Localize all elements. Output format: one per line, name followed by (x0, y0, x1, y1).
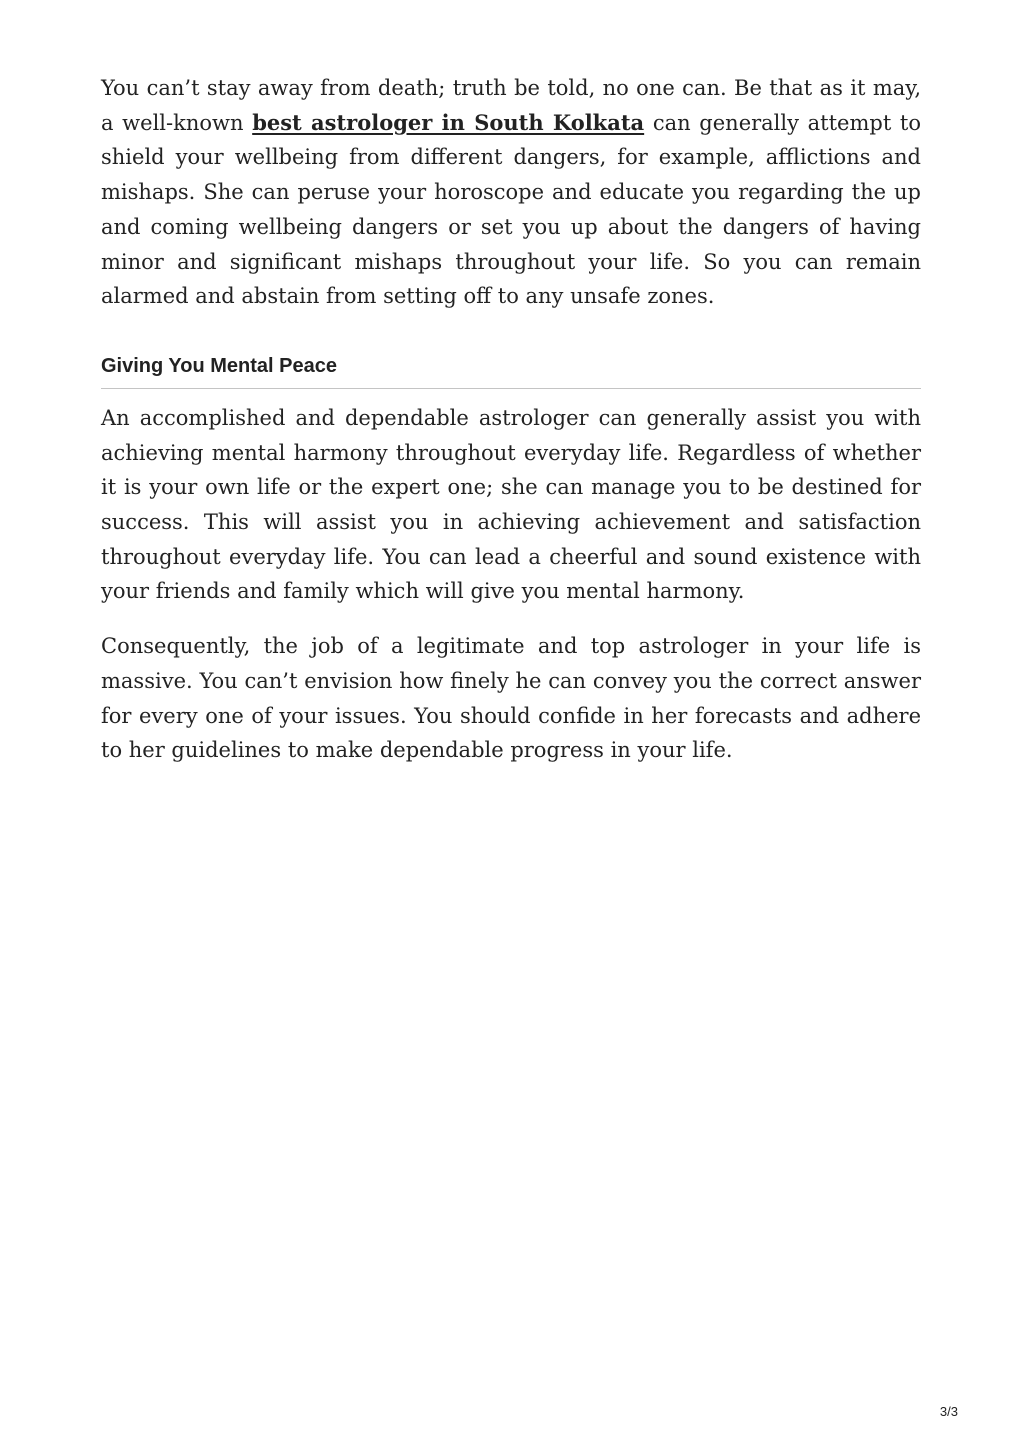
astrologer-link[interactable]: best astrologer in South Kolkata (252, 109, 645, 135)
section-heading: Giving You Mental Peace (101, 352, 921, 389)
paragraph-mental-harmony: An accomplished and dependable astrologer can generally assist you with achieving mental harmony throughout everyday life. Regardless of whether it is your own life or the expert one; she can manage you to be destined for success. This will assist you in achieving achievement and satisfaction throughout everyday life. You can lead a cheerful and sound existence with your friends and family which will give you mental harmony. (101, 405, 921, 604)
paragraph-text: You can’t stay away from death; truth be told, no one can. Be that as it may, a well-known (101, 76, 921, 135)
page-number: 3/3 (939, 1404, 958, 1419)
paragraph-health-dangers (101, 71, 921, 314)
paragraph-conclusion: Consequently, the job of a legitimate and top astrologer in your life is massive. You can’t envision how finely he can convey you the correct answer for every one of your issues. You should confide in her forecasts and adhere to her guidelines to make dependable progress in your life. (101, 634, 921, 763)
document-page (101, 71, 921, 788)
paragraph-text: can generally attempt to shield your wellbeing from different dangers, for example, afflictions and mishaps. She can peruse your horoscope and educate you regarding the up and coming wellbeing dangers or set you up about the dangers of having minor and significant mishaps throughout your life. So you can remain alarmed and abstain from setting off to any unsafe zones. (101, 110, 922, 309)
